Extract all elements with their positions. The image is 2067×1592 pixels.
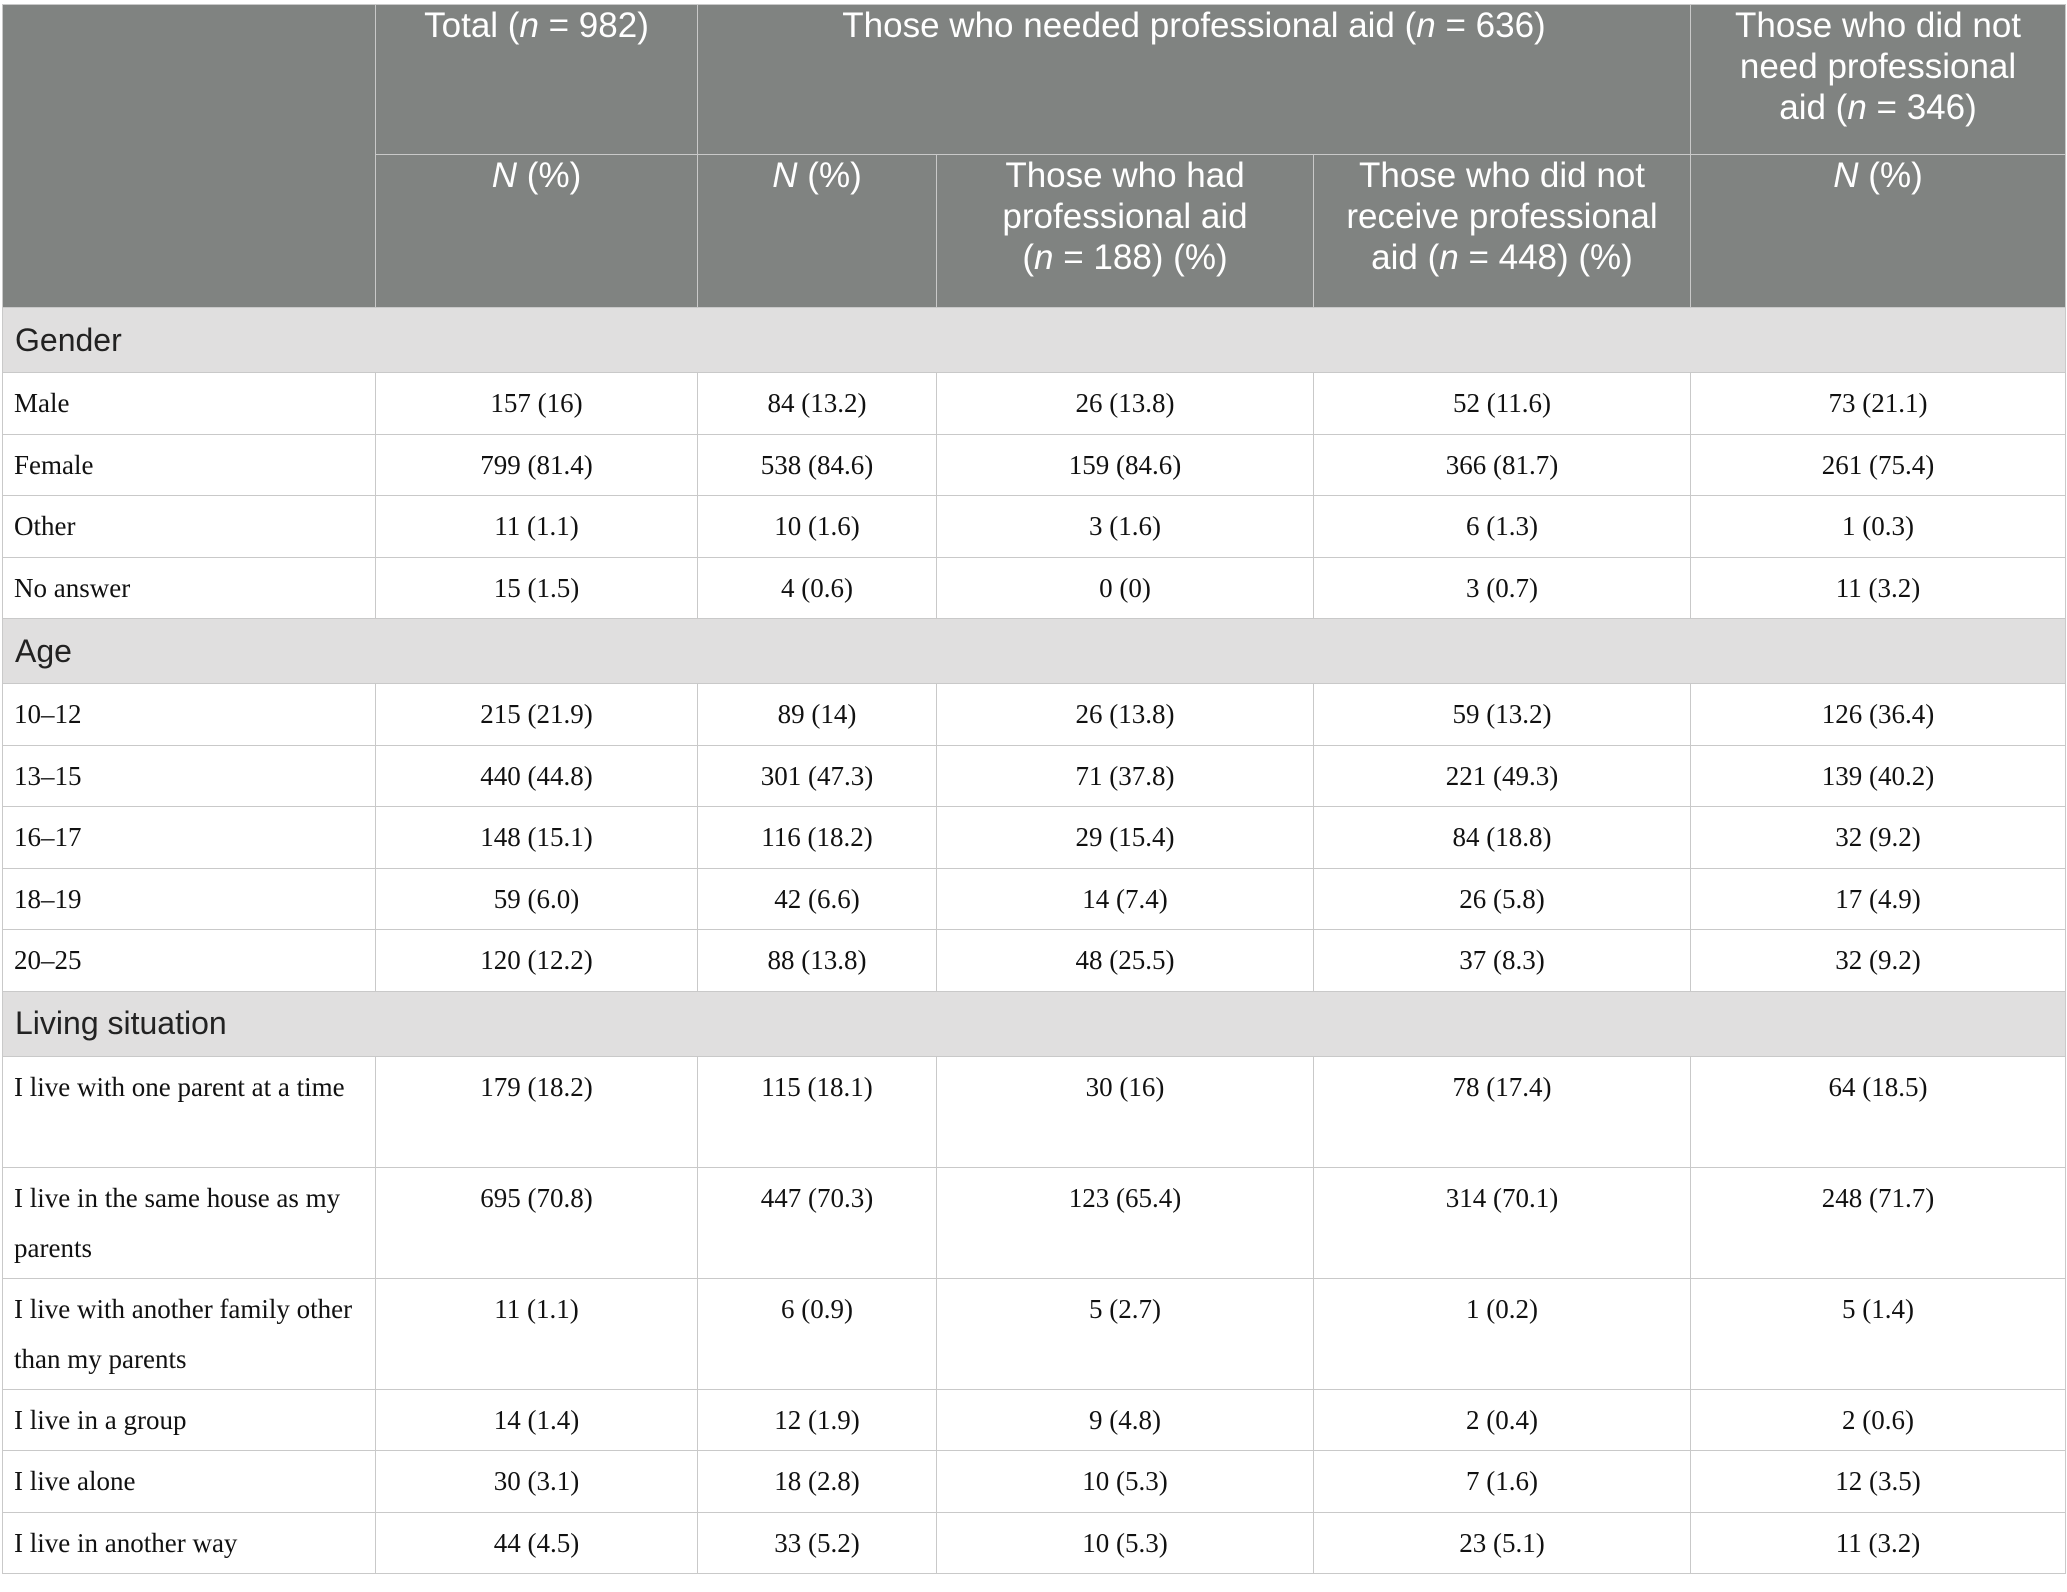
row-label: Female <box>3 434 376 496</box>
cell-needed: 18 (2.8) <box>698 1451 937 1513</box>
cell-had-aid: 26 (13.8) <box>937 684 1314 746</box>
row-label: 18–19 <box>3 868 376 930</box>
subheader-notrec-line1: Those who did not <box>1359 156 1646 195</box>
table-row <box>3 1278 2066 1389</box>
subheader-notrec-line2: receive professional <box>1346 197 1658 236</box>
row-label: I live with another family other than my parents <box>3 1278 376 1389</box>
header-not-needed-prefix: aid ( <box>1779 88 1848 127</box>
table-row <box>3 1167 2066 1278</box>
row-label: 16–17 <box>3 807 376 869</box>
cell-had-aid: 123 (65.4) <box>937 1167 1314 1278</box>
header-total-suffix: = 982) <box>538 6 649 45</box>
subheader-had-aid <box>937 155 1314 308</box>
cell-needed: 4 (0.6) <box>698 557 937 619</box>
row-label: Male <box>3 373 376 435</box>
cell-not-received: 7 (1.6) <box>1314 1451 1691 1513</box>
cell-not-needed: 11 (3.2) <box>1691 557 2066 619</box>
subheader-total-n: N <box>491 156 518 195</box>
cell-not-received: 84 (18.8) <box>1314 807 1691 869</box>
section-row-age <box>3 619 2066 684</box>
subheader-total <box>376 155 698 308</box>
cell-needed: 538 (84.6) <box>698 434 937 496</box>
table-row <box>3 1389 2066 1451</box>
cell-not-received: 78 (17.4) <box>1314 1056 1691 1167</box>
subheader-notrec-prefix: aid ( <box>1371 238 1440 277</box>
subheader-not-needed <box>1691 155 2066 308</box>
cell-not-received: 2 (0.4) <box>1314 1389 1691 1451</box>
header-corner-cell <box>3 5 376 308</box>
section-row-gender <box>3 308 2066 373</box>
subheader-notneeded-pct: (%) <box>1858 156 1923 195</box>
subheader-had-line2: professional aid <box>1002 197 1248 236</box>
table-row <box>3 373 2066 435</box>
cell-not-needed: 5 (1.4) <box>1691 1278 2066 1389</box>
table-row <box>3 868 2066 930</box>
cell-not-needed: 64 (18.5) <box>1691 1056 2066 1167</box>
subheader-had-prefix: ( <box>1022 238 1035 277</box>
cell-total: 30 (3.1) <box>376 1451 698 1513</box>
subheader-notneeded-n: N <box>1833 156 1859 195</box>
row-label: 20–25 <box>3 930 376 992</box>
cell-had-aid: 9 (4.8) <box>937 1389 1314 1451</box>
subheader-needed <box>698 155 937 308</box>
cell-had-aid: 5 (2.7) <box>937 1278 1314 1389</box>
cell-not-needed: 139 (40.2) <box>1691 745 2066 807</box>
cell-had-aid: 30 (16) <box>937 1056 1314 1167</box>
subheader-not-received <box>1314 155 1691 308</box>
table-row <box>3 807 2066 869</box>
subheader-notrec-n: n <box>1439 238 1459 277</box>
cell-needed: 116 (18.2) <box>698 807 937 869</box>
cell-total: 148 (15.1) <box>376 807 698 869</box>
cell-not-needed: 17 (4.9) <box>1691 868 2066 930</box>
cell-needed: 88 (13.8) <box>698 930 937 992</box>
row-label: No answer <box>3 557 376 619</box>
cell-not-received: 366 (81.7) <box>1314 434 1691 496</box>
header-not-needed-n: n <box>1847 88 1867 127</box>
cell-not-received: 3 (0.7) <box>1314 557 1691 619</box>
cell-not-needed: 73 (21.1) <box>1691 373 2066 435</box>
section-title: Living situation <box>3 991 2066 1056</box>
row-label: I live in the same house as my parents <box>3 1167 376 1278</box>
cell-not-received: 26 (5.8) <box>1314 868 1691 930</box>
cell-total: 179 (18.2) <box>376 1056 698 1167</box>
table-row <box>3 1056 2066 1167</box>
table-row <box>3 1451 2066 1513</box>
cell-needed: 6 (0.9) <box>698 1278 937 1389</box>
table-row <box>3 434 2066 496</box>
table-row <box>3 745 2066 807</box>
row-label: 10–12 <box>3 684 376 746</box>
header-needed <box>698 5 1691 155</box>
cell-total: 695 (70.8) <box>376 1167 698 1278</box>
header-needed-suffix: = 636) <box>1435 6 1546 45</box>
cell-had-aid: 10 (5.3) <box>937 1451 1314 1513</box>
table-row <box>3 496 2066 558</box>
row-label: I live with one parent at a time <box>3 1056 376 1167</box>
cell-had-aid: 10 (5.3) <box>937 1512 1314 1574</box>
cell-had-aid: 48 (25.5) <box>937 930 1314 992</box>
table-row <box>3 684 2066 746</box>
cell-not-received: 314 (70.1) <box>1314 1167 1691 1278</box>
data-table <box>2 4 2066 1574</box>
row-label: Other <box>3 496 376 558</box>
cell-needed: 12 (1.9) <box>698 1389 937 1451</box>
cell-needed: 447 (70.3) <box>698 1167 937 1278</box>
subheader-had-n: n <box>1034 238 1054 277</box>
cell-total: 440 (44.8) <box>376 745 698 807</box>
cell-not-received: 221 (49.3) <box>1314 745 1691 807</box>
cell-total: 11 (1.1) <box>376 496 698 558</box>
cell-not-received: 37 (8.3) <box>1314 930 1691 992</box>
cell-not-received: 59 (13.2) <box>1314 684 1691 746</box>
section-title: Gender <box>3 308 2066 373</box>
header-total <box>376 5 698 155</box>
cell-needed: 301 (47.3) <box>698 745 937 807</box>
cell-had-aid: 29 (15.4) <box>937 807 1314 869</box>
cell-needed: 89 (14) <box>698 684 937 746</box>
cell-total: 44 (4.5) <box>376 1512 698 1574</box>
cell-needed: 33 (5.2) <box>698 1512 937 1574</box>
cell-had-aid: 26 (13.8) <box>937 373 1314 435</box>
cell-not-needed: 11 (3.2) <box>1691 1512 2066 1574</box>
cell-total: 799 (81.4) <box>376 434 698 496</box>
header-not-needed-suffix: = 346) <box>1866 88 1977 127</box>
cell-total: 215 (21.9) <box>376 684 698 746</box>
subheader-had-line1: Those who had <box>1005 156 1245 195</box>
cell-not-needed: 248 (71.7) <box>1691 1167 2066 1278</box>
cell-total: 59 (6.0) <box>376 868 698 930</box>
cell-not-needed: 32 (9.2) <box>1691 930 2066 992</box>
cell-not-received: 52 (11.6) <box>1314 373 1691 435</box>
cell-not-received: 6 (1.3) <box>1314 496 1691 558</box>
row-label: 13–15 <box>3 745 376 807</box>
header-row-1 <box>3 5 2066 155</box>
subheader-total-pct: (%) <box>517 156 582 195</box>
cell-not-needed: 32 (9.2) <box>1691 807 2066 869</box>
subheader-needed-pct: (%) <box>797 156 862 195</box>
cell-not-received: 1 (0.2) <box>1314 1278 1691 1389</box>
cell-total: 120 (12.2) <box>376 930 698 992</box>
cell-needed: 115 (18.1) <box>698 1056 937 1167</box>
header-needed-n: n <box>1416 6 1436 45</box>
section-row-living-situation <box>3 991 2066 1056</box>
cell-had-aid: 71 (37.8) <box>937 745 1314 807</box>
table-row <box>3 557 2066 619</box>
header-not-needed-line1: Those who did not <box>1735 6 2022 45</box>
cell-needed: 10 (1.6) <box>698 496 937 558</box>
row-label: I live in a group <box>3 1389 376 1451</box>
cell-had-aid: 14 (7.4) <box>937 868 1314 930</box>
cell-not-needed: 12 (3.5) <box>1691 1451 2066 1513</box>
cell-not-needed: 126 (36.4) <box>1691 684 2066 746</box>
subheader-needed-n: N <box>772 156 798 195</box>
cell-had-aid: 0 (0) <box>937 557 1314 619</box>
subheader-notrec-suffix: = 448) (%) <box>1458 238 1633 277</box>
row-label: I live alone <box>3 1451 376 1513</box>
cell-had-aid: 3 (1.6) <box>937 496 1314 558</box>
table-row <box>3 930 2066 992</box>
cell-not-needed: 261 (75.4) <box>1691 434 2066 496</box>
cell-total: 15 (1.5) <box>376 557 698 619</box>
cell-total: 11 (1.1) <box>376 1278 698 1389</box>
header-needed-prefix: Those who needed professional aid ( <box>842 6 1417 45</box>
subheader-had-suffix: = 188) (%) <box>1053 238 1228 277</box>
cell-total: 157 (16) <box>376 373 698 435</box>
cell-had-aid: 159 (84.6) <box>937 434 1314 496</box>
row-label: I live in another way <box>3 1512 376 1574</box>
header-not-needed <box>1691 5 2066 155</box>
header-total-n: n <box>519 6 539 45</box>
header-not-needed-line2: need professional <box>1739 47 2017 86</box>
cell-total: 14 (1.4) <box>376 1389 698 1451</box>
cell-needed: 42 (6.6) <box>698 868 937 930</box>
cell-not-needed: 2 (0.6) <box>1691 1389 2066 1451</box>
section-title: Age <box>3 619 2066 684</box>
cell-needed: 84 (13.2) <box>698 373 937 435</box>
table-row <box>3 1512 2066 1574</box>
cell-not-needed: 1 (0.3) <box>1691 496 2066 558</box>
header-total-prefix: Total ( <box>424 6 520 45</box>
cell-not-received: 23 (5.1) <box>1314 1512 1691 1574</box>
